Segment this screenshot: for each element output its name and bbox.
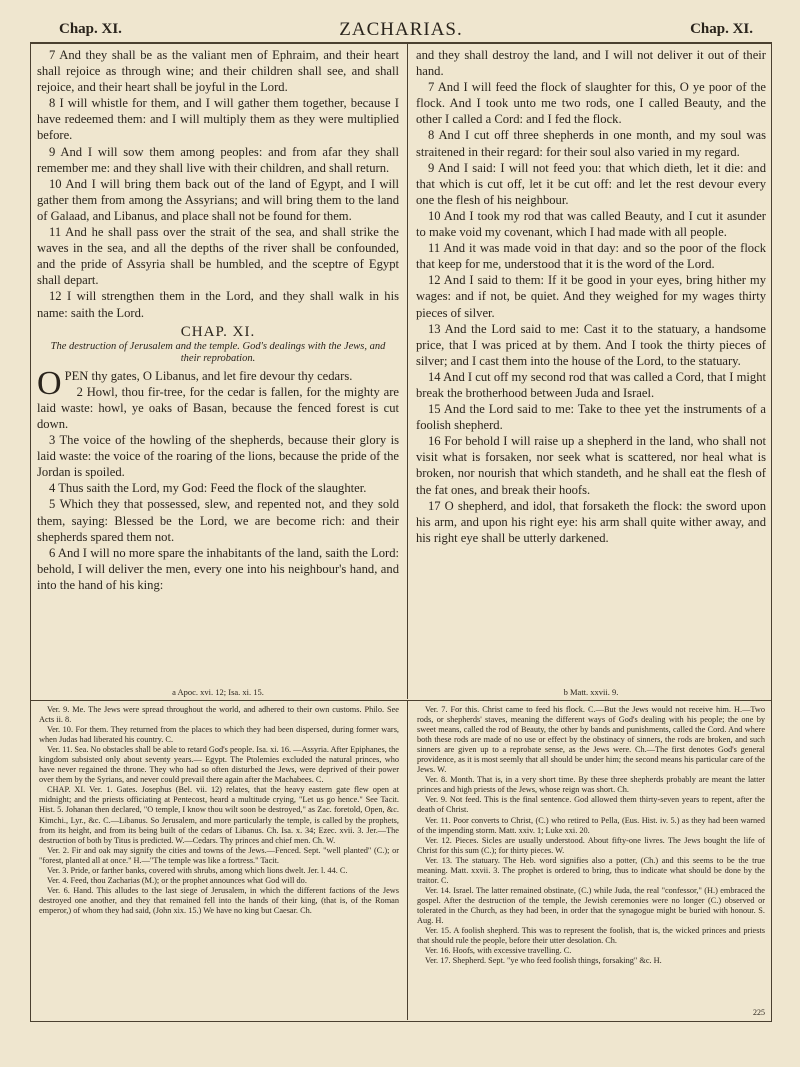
verse: 16 For behold I will raise up a shepherd in the land, who shall not visit what is forsaken, nor seek what is scattered, nor heal what is broken, nor nourish that which standeth, and he shall eat the flesh of the fat ones, and break their hoofs. bbox=[416, 434, 766, 497]
page-frame bbox=[30, 19, 772, 1022]
note: Ver. 4. Feed, thou Zacharias (M.); or the prophet announces what God will do. bbox=[47, 875, 307, 885]
note: Ver. 2. Fir and oak may signify the cities and towns of the Jews.—Fenced. Sept. "well planted" (C.); or "forest, planted all at once." H.—"The temple was like a fortress." Tacit. bbox=[39, 845, 399, 865]
running-header bbox=[31, 13, 771, 43]
note: Ver. 6. Hand. This alludes to the last siege of Jerusalem, in which the different factions of the Jews destroyed one another, and they that remained fell into the hands of their king, (that is, of the Roman emperor,) of whom they had said, (John xix. 15.) We have no king but Caesar. Ch. bbox=[39, 885, 399, 915]
header-title: ZACHARIAS. bbox=[339, 19, 463, 40]
verse: 9 And I will sow them among peoples: and from afar they shall remember me: and they shall live with their children, and shall return. bbox=[37, 144, 399, 175]
verse: 17 O shepherd, and idol, that forsaketh the flock: the sword upon his arm, and upon his right eye: his arm shall quite wither away, and his right eye shall be utterly darkened. bbox=[416, 498, 766, 545]
note: CHAP. XI. Ver. 1. Gates. Josephus (Bel. vii. 12) relates, that the heavy eastern gate flew open at midnight; and the priests officiating at Pentecost, heard a multitude crying, "Let us go hence." See Tacit. Hist. 5. Johanan then declared, "O temple, I know thou wilt soon be destroyed," as Zac. foretold, Open, &c. Kimchi., Lyr., &c. C.—Libanus. So Jerusalem, and more particularly the temple, is called by the prophets, from its height, and from its being built of the cedars of Libanus. Ch. Isa. x. 34; Ezec. xvii. 3. Jer.—The destruction of both by Titus is predicted. W.—Cedars. Thy princes and chief men. Ch. W. bbox=[39, 785, 399, 845]
verse: 4 Thus saith the Lord, my God: Feed the flock of the slaughter. bbox=[49, 481, 367, 496]
verse-continued: and they shall destroy the land, and I will not deliver it out of their hand. bbox=[416, 48, 766, 79]
chapter-heading: CHAP. XI. bbox=[180, 323, 256, 340]
note: Ver. 9. Not feed. This is the final sentence. God allowed them thirty-seven years to repent, after the death of Christ. bbox=[417, 795, 765, 815]
note: Ver. 16. Hoofs, with excessive travelling. C. bbox=[425, 946, 572, 956]
note: Ver. 11. Poor converts to Christ, (C.) who retired to Pella, (Eus. Hist. iv. 5.) as they had been warned of the impending storm. Matt. xxiv. 1; Luke xxi. 20. bbox=[417, 815, 765, 835]
verse: 7 And they shall be as the valiant men of Ephraim, and their heart shall rejoice as through wine; and their children shall see, and shall rejoice, and their heart shall be joyful in the Lord. bbox=[37, 48, 399, 95]
first-verse bbox=[37, 364, 399, 402]
note: Ver. 8. Month. That is, in a very short time. By these three shepherds probably are meant the latter princes and high priests of the Jews, whose reign was short. Ch. bbox=[417, 775, 765, 795]
note: Ver. 3. Pride, or farther banks, covered with shrubs, among which lions dwelt. Jer. l. 44. C. bbox=[47, 865, 348, 875]
verse: 10 And I took my rod that was called Beauty, and I cut it asunder to make void my covenant, which I had made with all people. bbox=[416, 208, 766, 240]
verse: 5 Which they that possessed, slew, and repented not, and they sold them, saying: Blessed be the Lord, we are become rich: and their shepherds spared them not. bbox=[37, 497, 399, 544]
verse: 3 The voice of the howling of the shepherds, because their glory is laid waste: the voice of the roaring of the lions, because the pride of the Jordan is spoiled. bbox=[37, 433, 399, 480]
note: Ver. 15. A foolish shepherd. This was to represent the foolish, that is, the wicked princes and priests that should rule the people, before their utter desolation. Ch. bbox=[417, 926, 765, 946]
right-text-column bbox=[416, 47, 766, 546]
verse: 13 And the Lord said to me: Cast it to the statuary, a handsome price, that I was priced at by them. And I took the thirty pieces of silver; and I cast them into the house of the Lord, to the statuary. bbox=[416, 321, 766, 368]
note: Ver. 7. For this. Christ came to feed his flock. C.—But the Jews would not receive him. H.—Two rods, or shepherds' staves, meaning the different ways of God's dealing with his people; the one by sweet means, called the rod of Beauty, the other by bands and punishments, called the Cord. And where both these rods are made of no use or effect by the obstinacy of sinners, the rods are broken, and such sinners are given up to a reprobate sense, as the Jews were. Ch.—The first denotes God's general providence, as it is most seemly that all should be under him; the second means his particular care of the Jews. W. bbox=[417, 705, 765, 775]
note: Ver. 10. For them. They returned from the places to which they had been dispersed, during former wars, when Judas had liberated his country. C. bbox=[39, 725, 399, 745]
header-left: Chap. XI. bbox=[59, 21, 122, 37]
page-number: 225 bbox=[753, 1008, 765, 1017]
verse: 2 Howl, thou fir-tree, for the cedar is fallen, for the mighty are laid waste: howl, ye oaks of Basan, because the fenced forest is cut down. bbox=[37, 384, 399, 431]
cross-reference-left: a Apoc. xvi. 12; Isa. xi. 15. bbox=[172, 687, 264, 697]
verse: 11 And he shall pass over the strait of the sea, and shall strike the waves in the sea, and all the depths of the river shall be confounded, and the pride of Assyria shall be humbled, and the sceptre of Egypt shall depart. bbox=[37, 225, 399, 288]
verse: 12 And I said to them: If it be good in your eyes, bring hither my wages: and if not, be quiet. And they weighed for my wages thirty pieces of silver. bbox=[416, 273, 766, 320]
verse: 9 And I said: I will not feed you: that which dieth, let it die: and that which is cut off, let it be cut off: and let the rest devour every one the flesh of his neighbour. bbox=[416, 160, 766, 207]
commentary-right bbox=[417, 705, 765, 966]
note: Ver. 9. Me. The Jews were spread throughout the world, and adhered to their own customs. Philo. See Acts ii. 8. bbox=[39, 705, 399, 725]
note: Ver. 12. Pieces. Sicles are usually understood. About fifty-one livres. The Jews bought the life of Christ for this sum (C.); for thirty pieces. W. bbox=[417, 835, 765, 855]
verse: 15 And the Lord said to me: Take to thee yet the instruments of a foolish shepherd. bbox=[416, 402, 766, 433]
drop-cap: O bbox=[37, 364, 62, 402]
note: Ver. 14. Israel. The latter remained obstinate, (C.) while Juda, the real "confessor," (H.) embraced the gospel. After the destruction of the temple, the Jewish ceremonies were no longer (C.) observed or tolerated in the Church, as they had been, in order that the synagogue might be buried with honour. S. Aug. H. bbox=[417, 885, 765, 925]
header-rule bbox=[31, 43, 771, 44]
verse: 10 And I will bring them back out of the land of Egypt, and I will gather them from among the Assyrians; and will bring them to the land of Galaad, and Libanus, and place shall not be found for them. bbox=[37, 176, 399, 223]
note: Ver. 17. Shepherd. Sept. "ye who feed foolish things, forsaking" &c. H. bbox=[425, 956, 662, 966]
verse: 7 And I will feed the flock of slaughter for this, O ye poor of the flock. And I took unto me two rods, one I called Beauty, and the other I called a Cord: and I fed the flock. bbox=[416, 80, 766, 127]
note: Ver. 13. The statuary. The Heb. word signifies also a potter, (Ch.) and this seems to be the true meaning. Matt. xxvii. 3. The prophet is ordered to bring, thus to indicate what should be done by the traitor. C. bbox=[417, 855, 765, 885]
verse: 6 And I will no more spare the inhabitants of the land, saith the Lord: behold, I will deliver the men, every one into his neighbour's hand, and into the hand of his king: bbox=[37, 545, 399, 592]
commentary-left bbox=[39, 705, 399, 916]
notes-rule bbox=[31, 700, 771, 701]
first-verse-text: PEN thy gates, O Libanus, and let fire devour thy cedars. bbox=[64, 368, 353, 383]
verse: 8 I will whistle for them, and I will gather them together, because I have redeemed them: and I will multiply them as they were multiplied before. bbox=[37, 96, 399, 143]
verse: 11 And it was made void in that day: and so the poor of the flock that keep for me, understood that it is the word of the Lord. bbox=[416, 241, 766, 272]
cross-reference-right: b Matt. xxvii. 9. bbox=[563, 687, 619, 697]
note: Ver. 11. Sea. No obstacles shall be able to retard God's people. Isa. xi. 16. —Assyria. After Epiphanes, the kingdom subsisted only about seventy years.— Egypt. The Ptolemies excluded the natural princes, who have never regained the throne. They who had so often disturbed the Jews, were deprived of their power over them by the Syrians, and never could prevail there again after the Machabees. C. bbox=[39, 745, 399, 785]
verse: 14 And I cut off my second rod that was called a Cord, that I might break the brotherhood between Juda and Israel. bbox=[416, 369, 766, 400]
verse: 8 And I cut off three shepherds in one month, and my soul was straitened in their regard: for their soul also varied in my regard. bbox=[416, 128, 766, 159]
column-divider bbox=[407, 43, 408, 699]
left-text-column bbox=[37, 47, 399, 593]
chapter-summary: The destruction of Jerusalem and the temple. God's dealings with the Jews, and their reprobation. bbox=[50, 340, 386, 364]
verse: 12 I will strengthen them in the Lord, and they shall walk in his name: saith the Lord. bbox=[37, 289, 399, 320]
header-right: Chap. XI. bbox=[690, 21, 753, 37]
notes-divider bbox=[407, 700, 408, 1020]
